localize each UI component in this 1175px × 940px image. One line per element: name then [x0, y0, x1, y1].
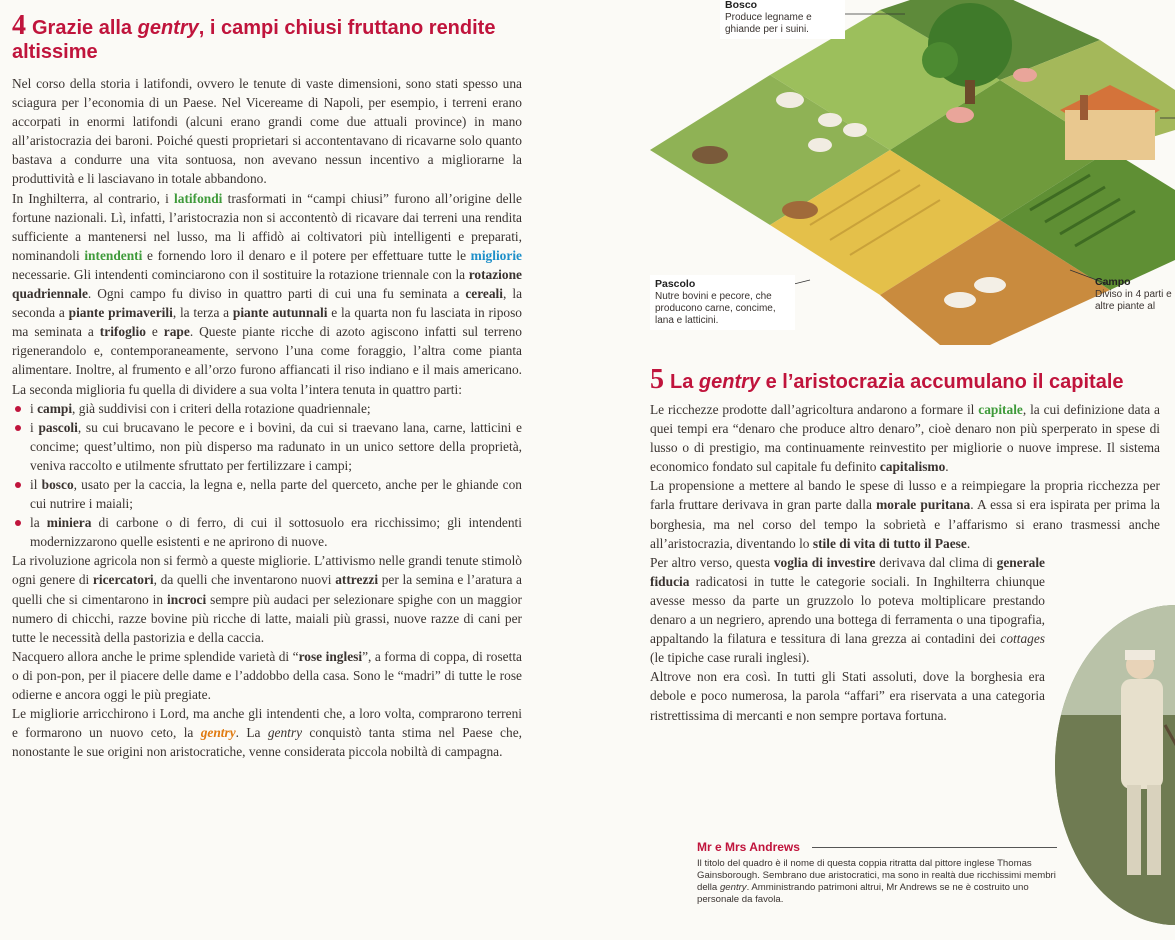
- section-4: [12, 10, 523, 761]
- caption-text: Il titolo del quadro è il nome di questa coppia ritratta dal pittore inglese Thomas Gainsborough. Sembrano due aristocratici, ma sono in realtà due ricchissimi membri della gentry. Amministrando patrimoni altrui, Mr Andrews se ne è costruito uno personale da favola.: [697, 858, 1056, 905]
- section-5-number: 5: [650, 364, 664, 395]
- caption-title: Mr e Mrs Andrews: [697, 840, 800, 854]
- paragraph: Per altro verso, questa voglia di investire derivava dal clima di generale fiducia radicatosi in tutte le categorie sociali. In Inghilterra chiunque avesse messo da parte un gruzzolo lo poteva moltiplicare prestando denaro a un negriero, aprendo una bottega di ferramenta o una tipografia, appaltando la filatura e tessitura di lana grezza ai contadini dei cottages (le tipiche case rurali inglesi).: [650, 554, 1046, 666]
- label-bosco: Bosco Produce legname e ghiande per i suini.: [720, 0, 845, 39]
- section-4-title: 4 Grazie alla gentry, i campi chiusi fruttano rendite altissime: [12, 10, 496, 63]
- painting-caption: [697, 838, 1057, 906]
- pig-icon: [1013, 68, 1037, 82]
- list-item: il bosco, usato per la caccia, la legna e, nella parte del querceto, anche per le ghiande con cui nutrire i maiali;: [12, 475, 522, 513]
- tree-icon: [922, 42, 958, 78]
- list-item: i campi, già suddivisi con i criteri della rotazione quadriennale;: [12, 399, 522, 418]
- estate-illustration: [640, 0, 1175, 345]
- section-5-body: [650, 400, 1160, 553]
- paragraph: La rivoluzione agricola non si fermò a queste migliorie. L’attivismo nelle grandi tenute stimolò ogni genere di ricercatori, da quelli che inventarono nuovi attrezzi per la semina e l’aratura a quelli che si cimentarono in incroci sempre più audaci per selezionare spighe con un maggior numero di chicchi, razze bovine più ricche di latte, maiali più grassi, nuove razze di cani per tutte le necessità della pastorizia e della caccia.: [12, 553, 522, 645]
- paragraph: Le migliorie arricchirono i Lord, ma anche gli intendenti che, a loro volta, comprarono terreni e formarono un nuovo ceto, la gentry. La gentry conquistò tanta stima nel Paese che, nonostante le sue origini non aristocratiche, venne considerata piccola nobiltà di campagna.: [12, 706, 522, 760]
- label-campo: Campo Diviso in 4 parti e altre piante al: [1095, 276, 1172, 312]
- paragraph: Altrove non era così. In tutti gli Stati assoluti, dove la borghesia era debole e poco numerosa, la parola “affari” era riservata a una categoria ristrettissima di mercanti e non sempre portava fortuna.: [650, 669, 1045, 723]
- section-4-number: 4: [12, 10, 26, 41]
- sheep-icon: [818, 113, 842, 127]
- paragraph: Nel corso della storia i latifondi, ovvero le tenute di vaste dimensioni, sono stati spesso una sciagura per l’economia di un Paese. Nel Vicereame di Napoli, per esempio, i terreni erano accorpati in enormi latifondi (alcuni erano grandi come due attuali province) in mano all’aristocrazia dei baroni. Poiché questi proprietari si accontentavano di ricavarne solo quanto bastava a condurre una vita sontuosa, non avevano nessun incentivo a migliorarne la produttività e li lasciavano in totale abbandono.: [12, 76, 522, 187]
- section-5-title: 5 La gentry e l’aristocrazia accumulano il capitale: [650, 364, 1124, 395]
- section-4-body: [12, 74, 522, 761]
- cow-icon: [782, 201, 818, 219]
- label-pascolo: Pascolo Nutre bovini e pecore, che producono carne, concime, lana e latticini.: [650, 275, 795, 330]
- section-5-body-wrap: [650, 553, 1045, 725]
- list-item: la miniera di carbone o di ferro, di cui il sottosuolo era ricchissimo; gli intendenti modernizzarono quelle esistenti e ne aprirono di nuove.: [12, 513, 522, 551]
- paragraph: La propensione a mettere al bando le spese di lusso e a reimpiegare la propria ricchezza per farla fruttare derivava in gran parte dalla morale puritana. A essa si era ispirata per prima la borghesia, ma nel corso del tempo la sobrietà e l’affarismo si erano trasmessi anche all’aristocrazia, diventando lo stile di vita di tutto il Paese.: [650, 478, 1160, 551]
- sheep-icon: [808, 138, 832, 152]
- cow-icon: [692, 146, 728, 164]
- pig-icon: [946, 107, 974, 123]
- paragraph: Nacquero allora anche le prime splendide varietà di “rose inglesi”, a forma di coppa, di rosetta o di pon-pon, per il piacere delle dame e l’addobbo della casa. Sono le “madri” di tutte le rose odierne e ancora oggi le più pregiate.: [12, 648, 522, 702]
- tree-trunk: [965, 80, 975, 104]
- paragraph: Le ricchezze prodotte dall’agricoltura andarono a formare il capitale, la cui definizione data a quei tempi era “denaro che produce altro denaro”, cioè denaro non più sperperato in spese di lusso o di prestigio, ma continuamente reinvestito per migliorie o nuove imprese. Il sistema economico fondato sul capitale fu definito capitalismo.: [650, 402, 1160, 475]
- bullet-list: [12, 399, 522, 552]
- paragraph: In Inghilterra, al contrario, i latifondi trasformati in “campi chiusi” furono all’origine delle fortune nazionali. Lì, infatti, l’aristocrazia non si accontentò di ricavare dai terreni una rendita sufficiente a mantenersi nel lusso, ma li affidò ai coltivatori più intelligenti e preparati, nominandoli intendenti e fornendo loro il denaro e il potere per effettuare tutte le migliorie necessarie. Gli intendenti cominciarono con il sostituire la rotazione triennale con la rotazione quadriennale. Ogni campo fu diviso in quattro parti di cui una fu seminata a cereali, la seconda a piante primaverili, la terza a piante autunnali e la quarta non fu lasciata in riposo ma seminata a trifoglio e rape. Queste piante ricche di azoto agiscono infatti sul terreno rigenerandolo e, contemporaneamente, servono l’una come foraggio, l’altra come pianta alimentare. Inoltre, al frumento e all’orzo furono affiancati il riso indiano e il mais americano. La seconda miglioria fu quella di dividere a sua volta l’intera tenuta in quattro parti:: [12, 190, 523, 397]
- farmhouse-icon: [1065, 110, 1155, 160]
- sheep-icon: [843, 123, 867, 137]
- sheep-icon: [776, 92, 804, 108]
- list-item: i pascoli, su cui brucavano le pecore e i bovini, da cui si traevano lana, carne, latticini e concime; quest’ultimo, non più disperso ma radunato in un unico settore della proprietà, veniva raccolto e utilmente sfruttato per fertilizzare i campi;: [12, 418, 522, 475]
- caption-header: [697, 838, 1057, 856]
- ox-icon: [974, 277, 1006, 293]
- coat-icon: [1121, 679, 1163, 789]
- ox-icon: [944, 292, 976, 308]
